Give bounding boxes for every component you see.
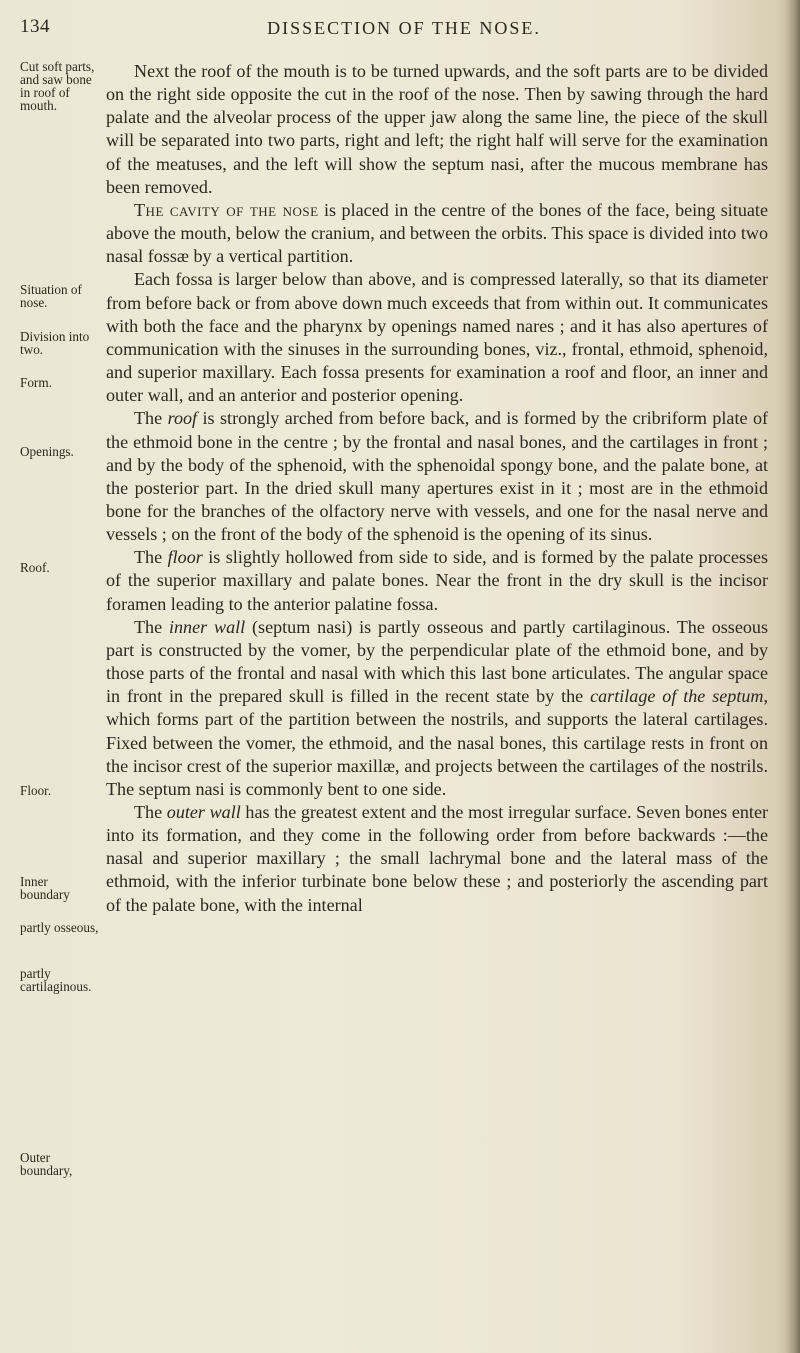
margin-note-outer-boundary: Outer boundary,: [20, 1150, 73, 1178]
margin-note-floor: Floor.: [20, 783, 52, 798]
paragraph-floor: [106, 546, 768, 615]
paragraph-situation-text: is placed in the centre of the bones of the face, being situate above the mouth, below the cranium, and between the orbits. This space is divided into two nasal fossæ by a vertical partition.: [106, 199, 768, 267]
margin-note-inner-boundary: Inner boundary: [20, 874, 70, 902]
inner-wall-text: (septum nasi) is partly osseous and partly cartilaginous. The osseous part is constructed by the vomer, by the perpendicular plate of the ethmoid bone, and by those parts of the frontal and nasal with which this last bone articulates. The angular space in front in the prepared skull is filled in the recent state by the: [106, 616, 768, 707]
outer-wall-text: has the greatest extent and the most irregular surface. Seven bones enter into its formation, and they come in the following order from before backwards :—the nasal and superior maxillary ; the small lachrymal bone and the lateral mass of the ethmoid, with the inferior turbinate bone below these ; and posteriorly the ascending part of the palate bone, with the internal: [106, 802, 769, 915]
inner-wall-lead: The: [134, 616, 169, 637]
page-header: [20, 10, 768, 44]
body-text: [106, 60, 768, 917]
margin-note-partly-cartilaginous: partly cartilaginous.: [20, 966, 92, 994]
roof-text: is strongly arched from before back, and is formed by the cribriform plate of the ethmoid bone in the centre ; by the frontal and nasal bones, and the cartilages in front ; and by the body of the sphenoid, with the sphenoidal spongy bone, and the palate bone, at the posterior part. In the dried skull many apertures exist in it ; most are in the ethmoid bone for the branches of the olfactory nerve with vessels, and one for the nasal nerve and vessels ; on the front of the body of the sphenoid is the opening of its sinus.: [106, 408, 769, 545]
paragraph-situation: [106, 199, 768, 268]
roof-term: roof: [167, 408, 198, 429]
page-number: 134: [20, 16, 50, 37]
running-title: DISSECTION OF THE NOSE.: [267, 18, 541, 38]
septum-cartilage-term: cartilage of the septum: [590, 686, 764, 707]
outer-wall-term: outer wall: [166, 802, 241, 822]
floor-lead: The: [134, 547, 168, 568]
paragraph-form: Each fossa is larger below than above, and is compressed laterally, so that its diameter from before back or from above down much exceeds that from within out. It communicates with both the face and the pharynx by openings named nares ; and it has also apertures of communication with the sinuses in the surrounding bones, viz., frontal, ethmoid, sphenoid, and superior maxillary. Each fossa presents for examination a roof and floor, an inner and outer wall, and an anterior and posterior opening.: [106, 269, 768, 406]
margin-note-cut-soft-parts: Cut soft parts, and saw bone in roof of mouth.: [20, 59, 95, 113]
roof-lead: The: [134, 408, 168, 429]
margin-note-division: Division into two.: [20, 329, 90, 357]
inner-wall-term: inner wall: [168, 616, 246, 637]
paragraph-cut-roof: Next the roof of the mouth is to be turned upwards, and the soft parts are to be divided on the right side opposite the cut in the roof of the nose. Then by sawing through the hard palate and the alveolar process of the upper jaw along the same line, the piece of the skull will be separated into two parts, right and left; the right half will serve for the examination of the meatuses, and the left will show the septum nasi, after the mucous membrane has been removed.: [106, 61, 768, 197]
paragraph-outer-wall: [106, 801, 768, 917]
inner-wall-text-end: , which forms part of the partition between the nostrils, and supports the lateral cartilages. Fixed between the vomer, the ethmoid, and the nasal bones, this cartilage rests in front on the incisor crest of the superior maxillæ, and projects between the cartilages of the nostrils. The septum nasi is commonly bent to one side.: [106, 686, 768, 799]
paragraph-roof: [106, 407, 768, 546]
margin-note-openings: Openings.: [20, 444, 74, 459]
margin-note-form: Form.: [20, 375, 52, 390]
floor-text: is slightly hollowed from side to side, and is formed by the palate processes of the superior maxillary and palate bones. Near the front in the dry skull is the incisor foramen leading to the anterior palatine fossa.: [106, 547, 769, 614]
cavity-heading: The cavity of the nose: [134, 199, 319, 220]
paragraph-inner-wall: [106, 616, 768, 801]
margin-note-situation: Situation of nose.: [20, 282, 82, 310]
margin-note-roof: Roof.: [20, 560, 50, 575]
page-edge-shadow: [786, 0, 800, 1353]
floor-term: floor: [167, 547, 203, 568]
outer-wall-lead: The: [134, 802, 167, 822]
margin-note-partly-osseous: partly osseous,: [20, 920, 99, 935]
